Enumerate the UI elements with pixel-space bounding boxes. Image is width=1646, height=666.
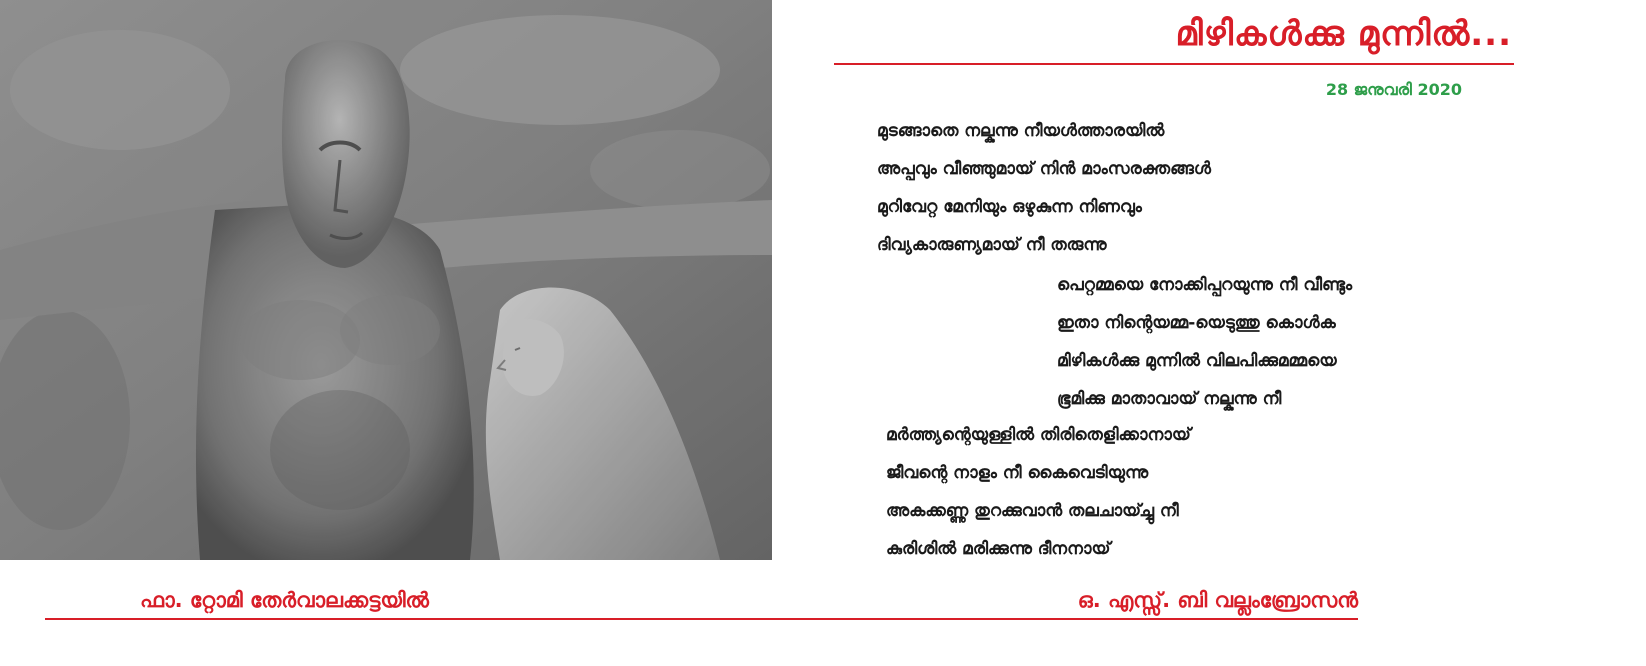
poem-title: മിഴികൾക്കു മുന്നിൽ... bbox=[1175, 14, 1512, 54]
author-name: ഫാ. റ്റോമി തേർവാലക്കട്ടയിൽ bbox=[140, 588, 429, 612]
poem-line: മർത്ത്യന്റെയുള്ളിൽ തിരിതെളിക്കാനായ് bbox=[886, 425, 1191, 445]
poem-line: ദിവ്യകാരുണ്യമായ് നീ തരുന്നു bbox=[877, 235, 1107, 255]
footer-divider bbox=[45, 618, 1358, 620]
poem-line: മുടങ്ങാതെ നല്കുന്നു നീയൾത്താരയിൽ bbox=[877, 121, 1165, 141]
poem-line: മുറിവേറ്റ മേനിയും ഒഴുകുന്ന നിണവും bbox=[877, 197, 1142, 217]
poem-line: ഇതാ നിന്റെയമ്മ-യെടുത്തു കൊൾക bbox=[1057, 313, 1336, 333]
poem-line: ഭൂമിക്കു മാതാവായ് നല്കുന്നു നീ bbox=[1057, 389, 1282, 409]
title-divider bbox=[834, 63, 1514, 65]
crucifixion-sculpture-image bbox=[0, 0, 772, 560]
poem-line: ജീവന്റെ നാളം നീ കൈവെടിയുന്നു bbox=[886, 463, 1149, 483]
poem-line: മിഴികൾക്കു മുന്നിൽ വിലപിക്കുമമ്മയെ bbox=[1057, 351, 1337, 371]
poem-line: പെറ്റമ്മയെ നോക്കിപ്പറയുന്നു നീ വീണ്ടും bbox=[1057, 275, 1353, 295]
poem-line: കുരിശിൽ മരിക്കുന്നു ദീനനായ് bbox=[886, 539, 1111, 559]
author-order: ഒ. എസ്സ്. ബി വല്ലംബ്രോസൻ bbox=[1077, 588, 1358, 612]
poem-line: അപ്പവും വീഞ്ഞുമായ് നിൻ മാംസരക്തങ്ങൾ bbox=[877, 159, 1211, 179]
sculpture-illustration bbox=[0, 0, 772, 560]
poem-line: അകക്കണ്ണു തുറക്കുവാൻ തലചായ്ച്ചു നീ bbox=[886, 501, 1179, 521]
poem-date: 28 ജനുവരി 2020 bbox=[1325, 80, 1462, 99]
